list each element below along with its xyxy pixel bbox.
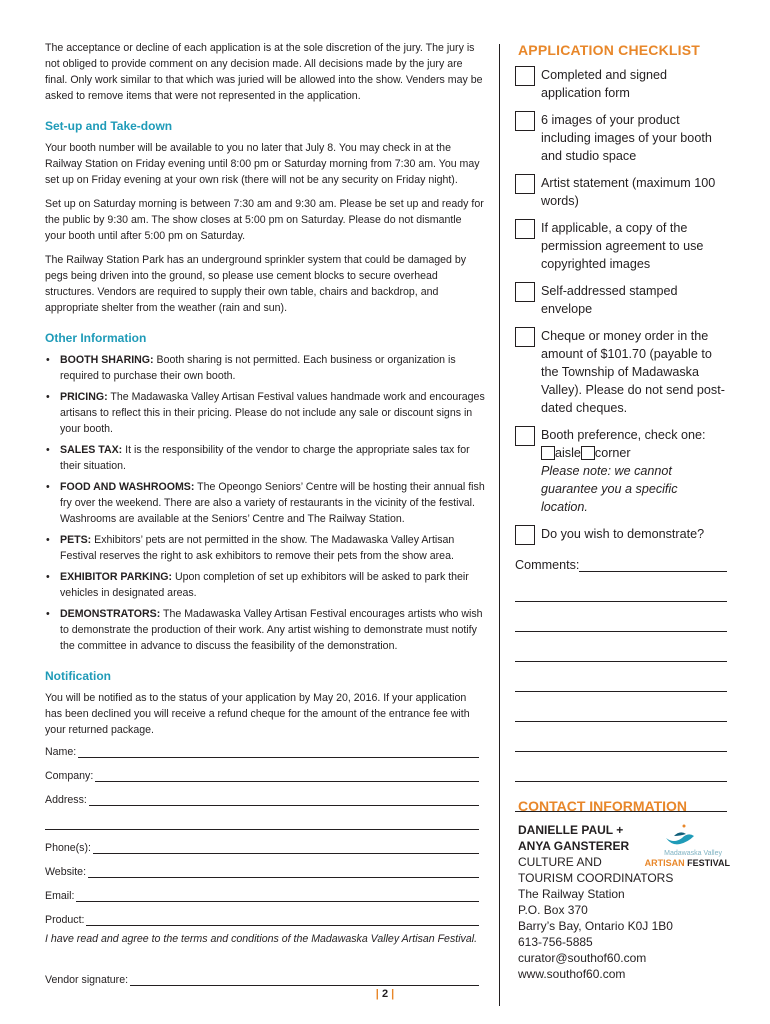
- name-row: [45, 734, 479, 758]
- item-text: The Madawaska Valley Artisan Festival encourages artists who wish to demonstrate the production of their work. Any artist wishing to demonstrate must notify the committee in advance to discuss the feasibility of the demonstration.: [60, 608, 483, 652]
- checklist-item-label: Do you wish to demonstrate?: [541, 527, 705, 541]
- email-label: Email:: [45, 890, 75, 902]
- comments-field[interactable]: [579, 570, 727, 572]
- setup-heading: Set-up and Take-down: [45, 119, 173, 133]
- checklist-item-label: Self-addressed stamped envelope: [541, 284, 678, 316]
- comments-line[interactable]: [515, 660, 727, 662]
- corner-label: corner: [594, 446, 631, 460]
- contact-phone: 613-756-5885: [518, 935, 593, 949]
- item-text: The Madawaska Valley Artisan Festival values handmade work and encourages artisans to reflect this in their pricing. Please do not include any sale or discount signs in your booth.: [60, 391, 485, 435]
- notification-paragraph: You will be notified as to the status of your application by May 20, 2016. If your application has been declined you will receive a refund cheque for the amount of the entrance fee with your returned package.: [45, 692, 470, 736]
- booth-preference-label: Booth preference, check one:: [541, 428, 706, 442]
- signature-label: Vendor signature:: [45, 974, 129, 986]
- checklist-item-booth: [515, 426, 727, 516]
- application-checklist: [515, 40, 727, 812]
- product-label: Product:: [45, 914, 85, 926]
- contact-address-3: Barry’s Bay, Ontario K0J 1B0: [518, 919, 673, 933]
- comments-line[interactable]: [515, 780, 727, 782]
- terms-column: [45, 40, 485, 746]
- corner-checkbox[interactable]: [581, 446, 595, 460]
- contact-website[interactable]: www.southof60.com: [518, 967, 626, 981]
- page-number-value: 2: [381, 988, 389, 1000]
- checkbox[interactable]: [515, 66, 535, 86]
- website-label: Website:: [45, 866, 87, 878]
- contact-address-2: P.O. Box 370: [518, 903, 588, 917]
- list-item: [45, 389, 485, 437]
- signature-field[interactable]: [130, 973, 479, 986]
- comments-line[interactable]: [515, 720, 727, 722]
- item-label: FOOD AND WASHROOMS:: [60, 481, 195, 493]
- aisle-checkbox[interactable]: [541, 446, 555, 460]
- checkbox[interactable]: [515, 426, 535, 446]
- item-text: Upon completion of set up exhibitors will be asked to park their vehicles in designated areas.: [60, 571, 469, 599]
- other-info-heading: Other Information: [45, 331, 147, 345]
- phone-field[interactable]: [93, 841, 479, 854]
- setup-paragraph-3: The Railway Station Park has an underground sprinkler system that could be damaged by pegs being driven into the ground, so please use cement blocks to secure overhead structures. Vendors are required to supply their own table, chairs and backdrop, and appropriate shelter from the weather (rain and sun).: [45, 254, 467, 314]
- contact-name-1: DANIELLE PAUL +: [518, 823, 624, 837]
- checklist-item: [515, 219, 727, 273]
- checklist-item-label: Cheque or money order in the amount of $101.70 (payable to the Township of Madawaska Valley). Please do not send post-dated cheques.: [541, 329, 725, 415]
- address-field-2[interactable]: [45, 817, 479, 830]
- address-row: [45, 782, 479, 806]
- company-field[interactable]: [95, 769, 479, 782]
- logo-text-line1: Madawaska Valley: [664, 850, 722, 857]
- product-row: [45, 902, 479, 926]
- checkbox[interactable]: [515, 174, 535, 194]
- phone-row: [45, 830, 479, 854]
- checkbox[interactable]: [515, 282, 535, 302]
- website-row: [45, 854, 479, 878]
- logo-word-artisan: ARTISAN: [644, 858, 685, 868]
- name-label: Name:: [45, 746, 77, 758]
- checklist-heading: APPLICATION CHECKLIST: [518, 42, 701, 58]
- product-field[interactable]: [86, 913, 479, 926]
- address-label: Address:: [45, 794, 87, 806]
- setup-paragraph-2: Set up on Saturday morning is between 7:30 am and 9:30 am. Please be set up and ready for the public by 9:30 am. The show closes at 5:00 pm on Saturday. Please do not dismantle your booth until after 5:00 pm on Saturday.: [45, 198, 484, 242]
- checkbox[interactable]: [515, 327, 535, 347]
- aisle-label: aisle: [555, 446, 581, 460]
- setup-paragraph-1: Your booth number will be available to you no later that July 8. You may check in at the Railway Station on Friday evening until 8:00 pm or Saturday morning from 7:30 am. You may set up on Friday evening at your own risk (there will not be any security on Friday night).: [45, 142, 480, 186]
- list-item: [45, 606, 485, 654]
- festival-logo: [640, 822, 730, 872]
- comments-line[interactable]: [515, 690, 727, 692]
- contact-heading: CONTACT INFORMATION: [518, 798, 688, 814]
- checklist-item-label: If applicable, a copy of the permission agreement to use copyrighted images: [541, 221, 704, 271]
- item-label: BOOTH SHARING:: [60, 354, 154, 366]
- comments-label: Comments:: [515, 558, 580, 572]
- contact-name-2: ANYA GANSTERER: [518, 839, 630, 853]
- page-number: | 2 |: [375, 988, 395, 1000]
- signature-row: [45, 962, 479, 986]
- checkbox[interactable]: [515, 525, 535, 545]
- item-label: EXHIBITOR PARKING:: [60, 571, 173, 583]
- list-item: [45, 442, 485, 474]
- comments-line[interactable]: [515, 750, 727, 752]
- item-label: SALES TAX:: [60, 444, 123, 456]
- bird-logo-icon: [660, 822, 700, 850]
- checklist-item-label: Artist statement (maximum 100 words): [541, 176, 716, 208]
- list-item: [45, 352, 485, 384]
- list-item: [45, 569, 485, 601]
- checklist-item: [515, 525, 727, 545]
- item-label: PETS:: [60, 534, 92, 546]
- item-label: DEMONSTRATORS:: [60, 608, 161, 620]
- checklist-item-label: 6 images of your product including images of your booth and studio space: [541, 113, 712, 163]
- other-info-list: [45, 352, 485, 654]
- item-text: The Opeongo Seniors’ Centre will be hosting their annual fish fry over the weekend. There are also a variety of restaurants in the vicinity of the festival. Washrooms are available at the Seniors’ Centre and The Railway Station.: [60, 481, 485, 525]
- item-text: Exhibitors’ pets are not permitted in the show. The Madawaska Valley Artisan Festival reserves the right to ask exhibitors to remove their pets from the show area.: [60, 534, 455, 562]
- vendor-fields: [45, 734, 479, 926]
- item-text: Booth sharing is not permitted. Each business or organization is required to purchase their own booth.: [60, 354, 456, 382]
- name-field[interactable]: [78, 745, 479, 758]
- comments-section: [515, 554, 727, 812]
- checklist-item: [515, 111, 727, 165]
- checklist-item-label: Completed and signed application form: [541, 68, 668, 100]
- booth-note: Please note: we cannot guarantee you a specific location.: [541, 464, 678, 514]
- checkbox[interactable]: [515, 111, 535, 131]
- website-field[interactable]: [88, 865, 479, 878]
- email-row: [45, 878, 479, 902]
- address-field[interactable]: [89, 793, 479, 806]
- checklist-item: [515, 174, 727, 210]
- checklist-item: [515, 66, 727, 102]
- logo-text-line2: [645, 858, 730, 868]
- list-item: [45, 479, 485, 527]
- email-field[interactable]: [76, 889, 479, 902]
- contact-address-1: The Railway Station: [518, 887, 625, 901]
- agreement-statement: I have read and agree to the terms and conditions of the Madawaska Valley Artisan Festival.: [45, 933, 478, 945]
- item-text: It is the responsibility of the vendor to charge the appropriate sales tax for their situation.: [60, 444, 470, 472]
- list-item: [45, 532, 485, 564]
- notification-heading: Notification: [45, 669, 111, 683]
- logo-word-festival: FESTIVAL: [687, 858, 730, 868]
- phone-label: Phone(s):: [45, 842, 91, 854]
- comments-line[interactable]: [515, 630, 727, 632]
- company-row: [45, 758, 479, 782]
- checkbox[interactable]: [515, 219, 535, 239]
- column-divider: [499, 44, 500, 1006]
- address-row-2: [45, 806, 479, 830]
- comments-line[interactable]: [515, 600, 727, 602]
- item-label: PRICING:: [60, 391, 108, 403]
- checklist-item: [515, 282, 727, 318]
- contact-email[interactable]: curator@southof60.com: [518, 951, 647, 965]
- company-label: Company:: [45, 770, 94, 782]
- checklist-item: [515, 327, 727, 417]
- intro-paragraph: The acceptance or decline of each application is at the sole discretion of the jury. The jury is not obliged to provide comment on any decision made. All decisions made by the jury are final. Only work similar to that which was juried will be allowed into the show. Venders may be asked to remove items that were not represented in the application.: [45, 42, 483, 102]
- contact-role-2: TOURISM COORDINATORS: [518, 871, 674, 885]
- contact-role-1: CULTURE AND: [518, 855, 602, 869]
